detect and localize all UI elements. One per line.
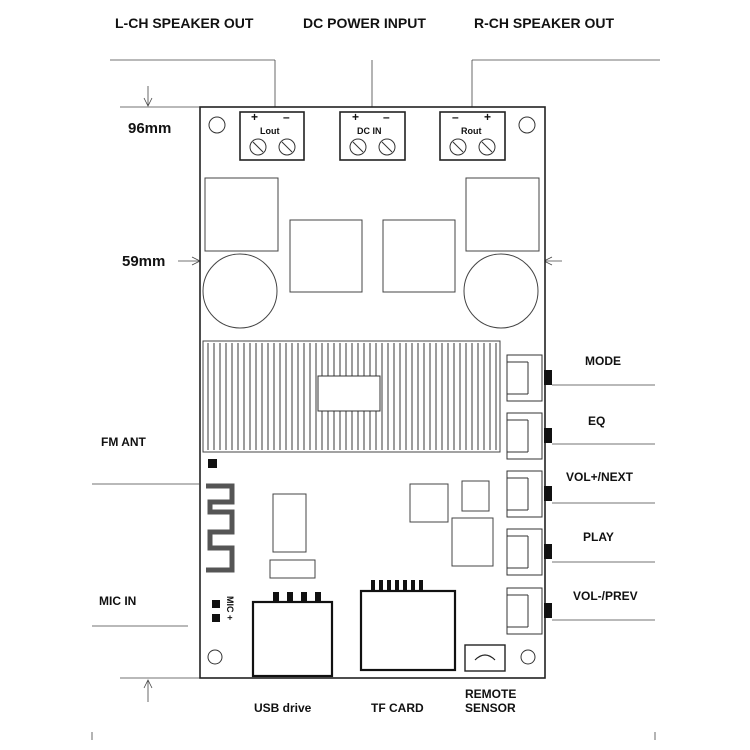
label-remote: REMOTE (465, 687, 517, 701)
label-eq: EQ (588, 414, 606, 428)
dc-minus: – (383, 110, 390, 124)
lout-plus: + (251, 110, 259, 124)
bottom-edge-lines (92, 732, 655, 740)
label-r-ch-speaker-out: R-CH SPEAKER OUT (474, 15, 615, 31)
dimension-arrow-59mm-left (178, 257, 200, 265)
label-mode: MODE (585, 354, 621, 368)
label-l-ch-speaker-out: L-CH SPEAKER OUT (115, 15, 254, 31)
dimension-96mm: 96mm (128, 120, 172, 137)
label-vol-down-prev: VOL-/PREV (573, 589, 638, 603)
mic-pad-2 (212, 614, 220, 622)
led-indicator (208, 459, 217, 468)
dimension-arrow-96mm-top (144, 86, 152, 106)
terminal-dc-in (340, 112, 405, 160)
label-sensor: SENSOR (465, 701, 516, 715)
label-usb-drive: USB drive (254, 701, 312, 715)
lout-name: Lout (260, 126, 280, 136)
lout-minus: – (283, 110, 290, 124)
label-fm-ant: FM ANT (101, 435, 146, 449)
label-vol-up-next: VOL+/NEXT (566, 470, 634, 484)
dimension-arrow-59mm-right (544, 257, 562, 265)
terminal-lout (240, 112, 304, 160)
usb-port (253, 592, 332, 676)
rout-plus: + (484, 110, 492, 124)
rout-minus: – (452, 110, 459, 124)
rout-name: Rout (461, 126, 482, 136)
heatsink (203, 341, 500, 452)
mic-silkscreen: MIC + (225, 596, 235, 621)
terminal-rout (440, 112, 505, 160)
mic-pad-1 (212, 600, 220, 608)
dc-plus: + (352, 110, 360, 124)
dimension-arrow-96mm-bottom (144, 680, 152, 702)
label-play: PLAY (583, 530, 614, 544)
tf-card-slot (361, 580, 455, 670)
label-tf-card: TF CARD (371, 701, 424, 715)
label-mic-in: MIC IN (99, 594, 137, 608)
dimension-59mm: 59mm (122, 253, 166, 270)
label-dc-power-input: DC POWER INPUT (303, 15, 426, 31)
dc-name: DC IN (357, 126, 382, 136)
